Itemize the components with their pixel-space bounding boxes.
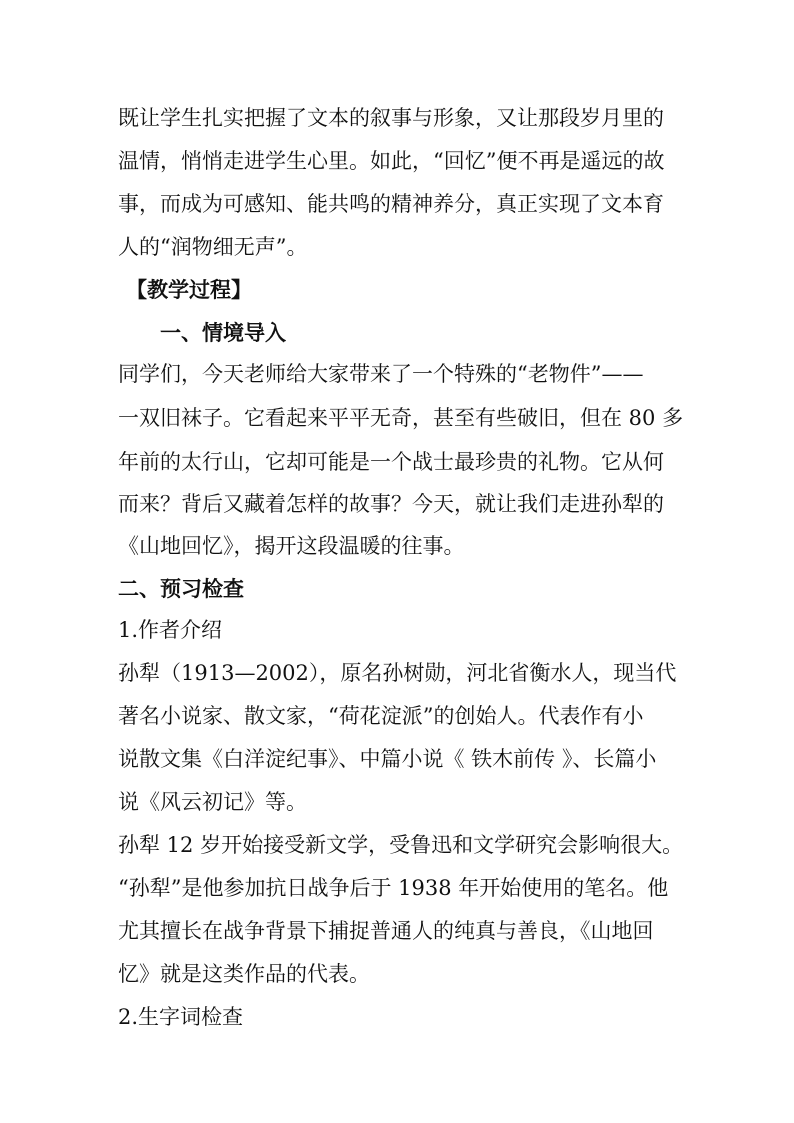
section-1-line-3: 年前的太行山，它却可能是一个战士最珍贵的礼物。它从何	[118, 450, 664, 474]
intro-line-4: 人的“润物细无声”。	[118, 235, 308, 259]
author-para-1-line-3: 说散文集《白洋淀纪事》、中篇小说《 铁木前传 》、长篇小	[118, 747, 657, 771]
intro-line-3: 事，而成为可感知、能共鸣的精神养分，真正实现了文本育	[118, 192, 664, 216]
intro-line-2: 温情，悄悄走进学生心里。如此，“回忆”便不再是遥远的故	[118, 149, 665, 173]
author-para-2-line-4: 忆》就是这类作品的代表。	[118, 962, 370, 986]
section-1-line-5: 《山地回忆》，揭开这段温暖的往事。	[118, 534, 465, 558]
author-para-2-line-3: 尤其擅长在战争背景下捕捉普通人的纯真与善良，《山地回	[118, 919, 654, 943]
process-heading: 【教学过程】	[126, 277, 252, 302]
section-1-line-1: 同学们，今天老师给大家带来了一个特殊的“老物件”——	[118, 362, 644, 386]
section-1-line-2: 一双旧袜子。它看起来平平无奇，甚至有些破旧，但在 80 多	[118, 406, 684, 430]
author-para-1-line-1: 孙犁（1913—2002），原名孙树勋，河北省衡水人，现当代	[118, 661, 677, 685]
subheading-vocabulary: 2.生字词检查	[118, 1005, 244, 1029]
author-para-1-line-2: 著名小说家、散文家，“荷花淀派”的创始人。代表作有小	[118, 704, 644, 728]
author-para-2-line-1: 孙犁 12 岁开始接受新文学，受鲁迅和文学研究会影响很大。	[118, 833, 684, 857]
intro-line-1: 既让学生扎实把握了文本的叙事与形象，又让那段岁月里的	[118, 106, 664, 130]
subheading-author: 1.作者介绍	[118, 618, 223, 642]
author-para-1-line-4: 说《风云初记》等。	[118, 790, 307, 814]
author-para-2-line-2: “孙犁”是他参加抗日战争后于 1938 年开始使用的笔名。他	[118, 876, 669, 900]
section-2-heading: 二、预习检查	[118, 576, 244, 601]
section-1-line-4: 而来？背后又藏着怎样的故事？今天，就让我们走进孙犁的	[118, 492, 664, 516]
section-1-heading: 一、情境导入	[160, 320, 286, 345]
